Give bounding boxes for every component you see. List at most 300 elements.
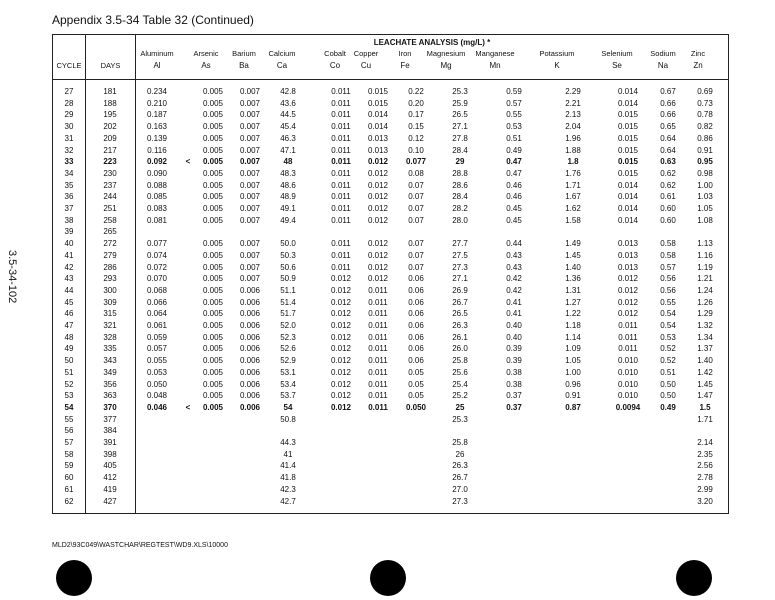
cell-fe: 0.12 xyxy=(408,133,424,143)
cell-co: 0.012 xyxy=(330,321,352,330)
cell-na: 0.66 xyxy=(660,110,676,120)
cell-days: 309 xyxy=(103,297,117,307)
cell-cycle: 32 xyxy=(64,145,74,155)
cell-ca: 49.1 xyxy=(280,204,296,213)
table-row xyxy=(53,274,728,285)
cell-ca: 50.9 xyxy=(280,274,296,284)
table-row xyxy=(53,321,728,332)
cell-days: 272 xyxy=(103,239,117,249)
cell-ca: 50.8 xyxy=(280,414,296,424)
table-row xyxy=(53,181,728,192)
header-ba: Barium Ba xyxy=(226,49,262,71)
cell-ca: 45.4 xyxy=(280,122,296,132)
cell-as: 0.005 xyxy=(202,332,224,342)
cell-as: 0.005 xyxy=(202,309,224,319)
cell-zn: 1.40 xyxy=(697,356,713,366)
cell-mn: 0.47 xyxy=(506,157,522,167)
cell-k: 1.45 xyxy=(565,250,581,260)
cell-days: 300 xyxy=(103,285,117,295)
cell-ca: 52.9 xyxy=(280,356,296,366)
cell-cu: 0.012 xyxy=(367,262,389,272)
cell-days: 363 xyxy=(103,391,117,401)
cell-ca: 44.3 xyxy=(280,438,296,447)
cell-cycle: 53 xyxy=(64,391,74,401)
cell-mn: 0.46 xyxy=(506,180,522,190)
cell-as: 0.005 xyxy=(202,391,224,401)
cell-as: 0.005 xyxy=(202,87,224,96)
cell-days: 265 xyxy=(103,227,117,237)
cell-cycle: 47 xyxy=(64,321,74,330)
cell-fe: 0.07 xyxy=(408,250,424,260)
cell-ca: 48.3 xyxy=(280,168,296,178)
cell-cu: 0.014 xyxy=(367,122,389,132)
cell-zn: 3.20 xyxy=(697,496,713,506)
cell-cycle: 34 xyxy=(64,168,74,178)
cell-ca: 51.1 xyxy=(280,285,296,295)
cell-days: 315 xyxy=(103,309,117,319)
cell-days: 223 xyxy=(103,157,117,167)
cell-as: 0.005 xyxy=(202,98,224,108)
cell-fe: 0.050 xyxy=(405,402,427,412)
cell-fe: 0.07 xyxy=(408,239,424,249)
cell-zn: 2.99 xyxy=(697,484,713,494)
cell-zn: 0.78 xyxy=(697,110,713,120)
cell-zn: 0.95 xyxy=(697,157,713,167)
cell-na: 0.67 xyxy=(660,87,676,96)
cell-ca: 43.6 xyxy=(280,98,296,108)
cell-se: 0.010 xyxy=(617,367,639,377)
cell-fe: 0.07 xyxy=(408,262,424,272)
cell-ca: 50.0 xyxy=(280,239,296,249)
page-title: Appendix 3.5-34 Table 32 (Continued) xyxy=(52,13,254,27)
cell-cu: 0.011 xyxy=(368,297,388,307)
cell-fe: 0.06 xyxy=(408,285,424,295)
cell-k: 2.29 xyxy=(565,87,581,96)
cell-ba: 0.007 xyxy=(239,180,261,190)
cell-al: 0.085 xyxy=(146,192,168,202)
cell-na: 0.64 xyxy=(660,133,676,143)
cell-se: 0.015 xyxy=(617,110,639,120)
cell-ba: 0.006 xyxy=(239,379,261,389)
cell-na: 0.49 xyxy=(660,402,676,412)
cell-ca: 48.6 xyxy=(280,180,296,190)
cell-fe: 0.06 xyxy=(408,356,424,366)
cell-mg: 25.8 xyxy=(452,356,468,366)
cell-na: 0.55 xyxy=(660,297,676,307)
cell-al: 0.072 xyxy=(146,262,168,272)
cell-na: 0.54 xyxy=(660,321,676,330)
cell-se: 0.012 xyxy=(617,285,639,295)
table-row xyxy=(53,344,728,355)
cell-mg: 29 xyxy=(455,157,465,167)
cell-days: 209 xyxy=(103,133,117,143)
cell-zn: 0.91 xyxy=(697,145,713,155)
cell-co: 0.012 xyxy=(330,344,352,354)
cell-ba: 0.007 xyxy=(239,145,261,155)
cell-ca: 44.5 xyxy=(280,110,296,120)
cell-se: 0.014 xyxy=(617,215,639,225)
cell-co: 0.012 xyxy=(330,356,352,366)
cell-co: 0.012 xyxy=(330,367,352,377)
table-row xyxy=(53,438,728,449)
cell-al: 0.070 xyxy=(146,274,168,284)
cell-zn: 1.24 xyxy=(697,285,713,295)
punch-hole xyxy=(676,560,712,596)
cell-co: 0.011 xyxy=(331,110,351,120)
cell-mn: 0.51 xyxy=(506,133,522,143)
cell-cycle: 54 xyxy=(64,402,74,412)
header-leachate-analysis: LEACHATE ANALYSIS (mg/L) * xyxy=(373,38,491,47)
cell-ba: 0.007 xyxy=(239,204,261,213)
cell-days: 202 xyxy=(103,122,117,132)
cell-na: 0.53 xyxy=(660,332,676,342)
cell-mg: 26.5 xyxy=(452,110,468,120)
header-symbol: Mn xyxy=(489,61,501,70)
cell-cycle: 39 xyxy=(64,227,74,237)
cell-zn: 2.78 xyxy=(697,473,713,483)
cell-cu: 0.013 xyxy=(367,145,389,155)
cell-cycle: 58 xyxy=(64,449,74,459)
cell-as: 0.005 xyxy=(202,285,224,295)
cell-cycle: 46 xyxy=(64,309,74,319)
cell-days: 293 xyxy=(103,274,117,284)
cell-days: 244 xyxy=(103,192,117,202)
cell-se: 0.011 xyxy=(618,332,638,342)
cell-fe: 0.05 xyxy=(408,379,424,389)
cell-mn: 0.39 xyxy=(506,356,522,366)
cell-ba: 0.007 xyxy=(239,122,261,132)
cell-al: 0.057 xyxy=(146,344,168,354)
cell-cu: 0.012 xyxy=(367,274,389,284)
cell-cycle: 40 xyxy=(64,239,74,249)
cell-fe: 0.06 xyxy=(408,332,424,342)
cell-as: 0.005 xyxy=(202,379,224,389)
table-row xyxy=(53,356,728,367)
cell-na: 0.51 xyxy=(660,367,676,377)
cell-zn: 1.13 xyxy=(697,239,713,249)
cell-k: 1.58 xyxy=(565,215,581,225)
cell-mn: 0.42 xyxy=(506,285,522,295)
cell-cu: 0.012 xyxy=(367,157,389,167)
cell-as: 0.005 xyxy=(202,110,224,120)
cell-co: 0.011 xyxy=(331,98,351,108)
cell-k: 1.8 xyxy=(567,157,579,167)
cell-ba: 0.006 xyxy=(239,332,261,342)
cell-k: 1.05 xyxy=(565,356,581,366)
cell-days: 258 xyxy=(103,215,117,225)
table-row xyxy=(53,497,728,508)
cell-se: 0.015 xyxy=(617,168,639,178)
cell-as: 0.005 xyxy=(202,297,224,307)
header-symbol: As xyxy=(201,61,211,70)
header-symbol: Ba xyxy=(239,61,249,70)
cell-cu: 0.012 xyxy=(367,168,389,178)
leachate-table xyxy=(52,34,729,514)
cell-se: 0.015 xyxy=(617,122,639,132)
table-row xyxy=(53,391,728,402)
cell-zn: 2.14 xyxy=(697,438,713,447)
cell-mg: 25.8 xyxy=(452,438,468,447)
cell-al: 0.059 xyxy=(146,332,168,342)
cell-co: 0.011 xyxy=(331,215,351,225)
table-row xyxy=(53,87,728,98)
cell-ca: 49.4 xyxy=(280,215,296,225)
cell-ca: 41.8 xyxy=(280,473,296,483)
cell-mg: 27.8 xyxy=(452,133,468,143)
cell-k: 1.40 xyxy=(565,262,581,272)
cell-cycle: 35 xyxy=(64,180,74,190)
cell-ca: 52.0 xyxy=(280,321,296,330)
cell-cycle: 51 xyxy=(64,367,74,377)
cell-mn: 0.59 xyxy=(506,87,522,96)
cell-cu: 0.012 xyxy=(367,239,389,249)
cell-days: 349 xyxy=(103,367,117,377)
cell-ca: 41.4 xyxy=(280,461,296,471)
cell-ba: 0.007 xyxy=(239,239,261,249)
header-zn: Zinc Zn xyxy=(684,49,712,71)
cell-al: 0.055 xyxy=(146,356,168,366)
cell-days: 356 xyxy=(103,379,117,389)
cell-na: 0.50 xyxy=(660,379,676,389)
cell-mn: 0.38 xyxy=(506,379,522,389)
cell-ba: 0.007 xyxy=(239,215,261,225)
cell-days: 195 xyxy=(103,110,117,120)
cell-k: 1.76 xyxy=(565,168,581,178)
cell-days: 412 xyxy=(103,473,117,483)
table-row xyxy=(53,309,728,320)
table-row xyxy=(53,473,728,484)
cell-ba: 0.006 xyxy=(239,402,261,412)
cell-mg: 26.0 xyxy=(452,344,468,354)
cell-cu: 0.011 xyxy=(368,332,388,342)
cell-ca: 50.6 xyxy=(280,262,296,272)
cell-k: 1.09 xyxy=(565,344,581,354)
cell-mg: 25.9 xyxy=(452,98,468,108)
cell-ba: 0.006 xyxy=(239,297,261,307)
cell-k: 1.00 xyxy=(565,367,581,377)
header-mg: Magnesium Mg xyxy=(421,49,471,71)
cell-k: 1.96 xyxy=(565,133,581,143)
cell-cycle: 29 xyxy=(64,110,74,120)
cell-days: 343 xyxy=(103,356,117,366)
cell-al: 0.210 xyxy=(146,98,168,108)
cell-days: 384 xyxy=(103,426,117,436)
cell-cu: 0.012 xyxy=(367,215,389,225)
table-row xyxy=(53,426,728,437)
cell-ca: 42.7 xyxy=(280,496,296,506)
cell-na: 0.63 xyxy=(660,157,676,167)
cell-cycle: 52 xyxy=(64,379,74,389)
cell-days: 419 xyxy=(103,484,117,494)
cell-cycle: 60 xyxy=(64,473,74,483)
cell-al: 0.081 xyxy=(146,215,168,225)
cell-cu: 0.011 xyxy=(368,344,388,354)
cell-na: 0.64 xyxy=(660,145,676,155)
cell-cu: 0.012 xyxy=(367,204,389,213)
cell-zn: 0.73 xyxy=(697,98,713,108)
cell-fe: 0.06 xyxy=(408,274,424,284)
cell-k: 1.67 xyxy=(565,192,581,202)
cell-as: 0.005 xyxy=(202,274,224,284)
cell-zn: 0.86 xyxy=(697,133,713,143)
cell-mg: 25.3 xyxy=(452,87,468,96)
cell-fe: 0.22 xyxy=(408,87,424,96)
cell-cycle: 55 xyxy=(64,414,74,424)
cell-cu: 0.012 xyxy=(367,192,389,202)
cell-mn: 0.40 xyxy=(506,321,522,330)
cell-mg: 26.9 xyxy=(452,285,468,295)
table-row xyxy=(53,298,728,309)
cell-ca: 50.3 xyxy=(280,250,296,260)
cell-cu: 0.013 xyxy=(367,133,389,143)
cell-fe: 0.08 xyxy=(408,168,424,178)
cell-cycle: 49 xyxy=(64,344,74,354)
table-row xyxy=(53,263,728,274)
cell-k: 1.31 xyxy=(565,285,581,295)
cell-days: 188 xyxy=(103,98,117,108)
cell-al: 0.090 xyxy=(146,168,168,178)
cell-co: 0.012 xyxy=(330,391,352,401)
cell-ca: 51.7 xyxy=(280,309,296,319)
header-se: Selenium Se xyxy=(596,49,638,71)
cell-na: 0.61 xyxy=(660,192,676,202)
cell-mg: 26.7 xyxy=(452,297,468,307)
cell-mn: 0.45 xyxy=(506,215,522,225)
cell-mg: 27.1 xyxy=(452,274,468,284)
cell-cycle: 44 xyxy=(64,285,74,295)
cell-al: 0.234 xyxy=(146,87,168,96)
cell-se: 0.010 xyxy=(617,356,639,366)
cell-se: 0.013 xyxy=(617,262,639,272)
cell-k: 1.27 xyxy=(565,297,581,307)
cell-days: 335 xyxy=(103,344,117,354)
cell-al: 0.074 xyxy=(146,250,168,260)
cell-k: 1.14 xyxy=(565,332,581,342)
header-symbol: Se xyxy=(612,61,622,70)
table-row xyxy=(53,216,728,227)
cell-se: 0.013 xyxy=(617,250,639,260)
cell-ba: 0.007 xyxy=(239,250,261,260)
cell-mn: 0.40 xyxy=(506,332,522,342)
cell-k: 1.18 xyxy=(565,321,581,330)
cell-se: 0.014 xyxy=(617,87,639,96)
cell-mg: 28.2 xyxy=(452,204,468,213)
cell-as: 0.005 xyxy=(202,321,224,330)
cell-co: 0.012 xyxy=(330,379,352,389)
cell-ca: 53.4 xyxy=(280,379,296,389)
cell-mn: 0.43 xyxy=(506,250,522,260)
cell-days: 181 xyxy=(103,87,117,96)
cell-as: 0.005 xyxy=(202,133,224,143)
table-row xyxy=(53,122,728,133)
cell-mn: 0.44 xyxy=(506,239,522,249)
cell-cu: 0.011 xyxy=(368,402,388,412)
cell-ca: 42.8 xyxy=(280,87,296,96)
header-na: Sodium Na xyxy=(647,49,679,71)
header-symbol: Ca xyxy=(276,61,288,70)
cell-ca: 52.3 xyxy=(280,332,296,342)
cell-na: 0.54 xyxy=(660,309,676,319)
cell-na: 0.60 xyxy=(660,215,676,225)
cell-zn: 1.5 xyxy=(699,402,711,412)
cell-mg: 28.0 xyxy=(452,215,468,225)
cell-days: 398 xyxy=(103,449,117,459)
cell-ba: 0.007 xyxy=(239,274,261,284)
cell-al: 0.061 xyxy=(146,321,168,330)
cell-k: 2.04 xyxy=(565,122,581,132)
cell-na: 0.56 xyxy=(660,274,676,284)
cell-days: 321 xyxy=(103,321,117,330)
cell-fe: 0.05 xyxy=(408,367,424,377)
cell-as: 0.005 xyxy=(202,180,224,190)
cell-ca: 51.4 xyxy=(280,297,296,307)
cell-co: 0.011 xyxy=(331,145,351,155)
cell-as: 0.005 xyxy=(202,402,224,412)
cell-ca: 42.3 xyxy=(280,484,296,494)
header-ca: Calcium Ca xyxy=(260,49,304,71)
cell-mg: 26.5 xyxy=(452,309,468,319)
cell-zn: 1.16 xyxy=(697,250,713,260)
cell-co: 0.011 xyxy=(331,250,351,260)
cell-al: 0.088 xyxy=(146,180,168,190)
cell-ba: 0.006 xyxy=(239,356,261,366)
cell-mg: 28.4 xyxy=(452,145,468,155)
cell-zn: 1.29 xyxy=(697,309,713,319)
cell-fe: 0.07 xyxy=(408,204,424,213)
punch-hole xyxy=(56,560,92,596)
cell-co: 0.011 xyxy=(331,133,351,143)
cell-ba: 0.006 xyxy=(239,391,261,401)
cell-na: 0.58 xyxy=(660,239,676,249)
cell-mg: 26.7 xyxy=(452,473,468,483)
cell-co: 0.012 xyxy=(330,274,352,284)
cell-zn: 0.98 xyxy=(697,168,713,178)
cell-se: 0.011 xyxy=(618,321,638,330)
header-cu: Copper Cu xyxy=(348,49,384,71)
cell-k: 1.36 xyxy=(565,274,581,284)
table-row xyxy=(53,99,728,110)
header-as: Arsenic As xyxy=(188,49,224,71)
header-symbol: Na xyxy=(657,61,669,70)
file-path: MLD2\93C049\WASTCHAR\REGTEST\WD9.XLS\10000 xyxy=(52,542,228,549)
cell-mg: 26.3 xyxy=(452,461,468,471)
cell-se: 0.010 xyxy=(617,391,639,401)
cell-k: 0.87 xyxy=(565,402,581,412)
cell-se: 0.0094 xyxy=(615,402,641,412)
cell-se: 0.015 xyxy=(617,145,639,155)
cell-ca: 46.3 xyxy=(280,133,296,143)
cell-mn: 0.41 xyxy=(506,297,522,307)
cell-co: 0.012 xyxy=(330,309,352,319)
cell-as: 0.005 xyxy=(202,168,224,178)
cell-zn: 1.32 xyxy=(697,321,713,330)
header-symbol: Mg xyxy=(440,61,452,70)
cell-co: 0.011 xyxy=(331,168,351,178)
cell-ba: 0.007 xyxy=(239,110,261,120)
cell-se: 0.015 xyxy=(617,133,639,143)
cell-ca: 41 xyxy=(283,449,293,459)
cell-mn: 0.55 xyxy=(506,110,522,120)
cell-fe: 0.07 xyxy=(408,192,424,202)
cell-zn: 1.47 xyxy=(697,391,713,401)
cell-lt: < xyxy=(185,402,191,412)
cell-mn: 0.42 xyxy=(506,274,522,284)
cell-se: 0.014 xyxy=(617,204,639,213)
cell-mg: 28.8 xyxy=(452,168,468,178)
cell-cu: 0.011 xyxy=(368,356,388,366)
table-row xyxy=(53,157,728,168)
cell-zn: 1.71 xyxy=(697,414,713,424)
